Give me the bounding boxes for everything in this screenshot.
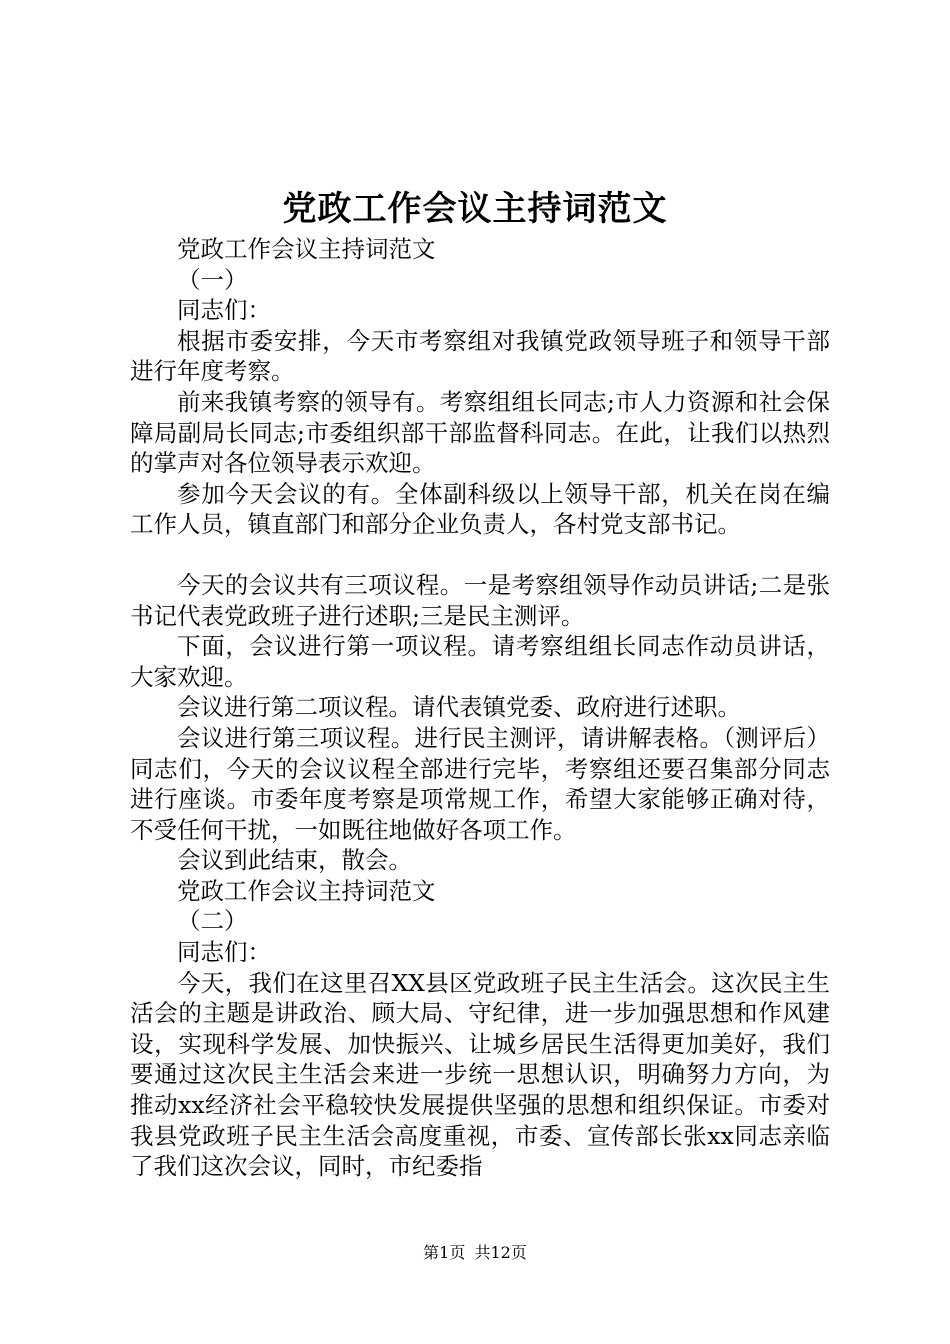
paragraph: 参加今天会议的有。全体副科级以上领导干部，机关在岗在编工作人员，镇直部门和部分企业负责人，各村党支部书记。 <box>130 479 830 539</box>
paragraph: 根据市委安排，今天市考察组对我镇党政领导班子和领导干部进行年度考察。 <box>130 326 830 386</box>
paragraph: 会议进行第二项议程。请代表镇党委、政府进行述职。 <box>177 693 741 722</box>
paragraph: 党政工作会议主持词范文 <box>177 876 436 905</box>
paragraph: 今天的会议共有三项议程。一是考察组领导作动员讲话;二是张书记代表党政班子进行述职;三是民主测评。 <box>130 570 830 630</box>
paragraph: （二） <box>177 907 248 936</box>
paragraph: （一） <box>177 265 248 294</box>
page-number: 第1页 <box>423 1243 466 1262</box>
page-footer <box>0 1242 950 1264</box>
paragraph: 下面，会议进行第一项议程。请考察组组长同志作动员讲话，大家欢迎。 <box>130 632 830 691</box>
paragraph: 党政工作会议主持词范文 <box>177 235 436 263</box>
page-total: 共12页 <box>474 1243 527 1262</box>
paragraph: 前来我镇考察的领导有。考察组组长同志;市人力资源和社会保障局副局长同志;市委组织部干部监督科同志。在此，让我们以热烈的掌声对各位领导表示欢迎。 <box>130 387 830 478</box>
paragraph: 今天，我们在这里召XX县区党政班子民主生活会。这次民主生活会的主题是讲政治、顾大局、守纪律，进一步加强思想和作风建设，实现科学发展、加快振兴、让城乡居民生活得更加美好，我们要通过这次民主生活会来进一步统一思想认识，明确努力方向，为推动xx经济社会平稳较快发展提供坚强的思想和组织保证。市委对我县党政班子民主生活会高度重视，市委、宣传部长张xx同志亲临了我们这次会议，同时，市纪委指 <box>130 968 830 1181</box>
paragraph: 同志们： <box>177 296 271 325</box>
paragraph: 会议进行第三项议程。进行民主测评，请讲解表格。（测评后）同志们，今天的会议议程全部进行完毕，考察组还要召集部分同志进行座谈。市委年度考察是项常规工作，希望大家能够正确对待，不受任何干扰，一如既往地做好各项工作。 <box>130 723 830 844</box>
document-body <box>130 234 830 1182</box>
paragraph: 同志们： <box>177 938 271 967</box>
document-title: 党政工作会议主持词范文 <box>282 189 668 229</box>
paragraph: 会议到此结束，散会。 <box>177 846 412 875</box>
